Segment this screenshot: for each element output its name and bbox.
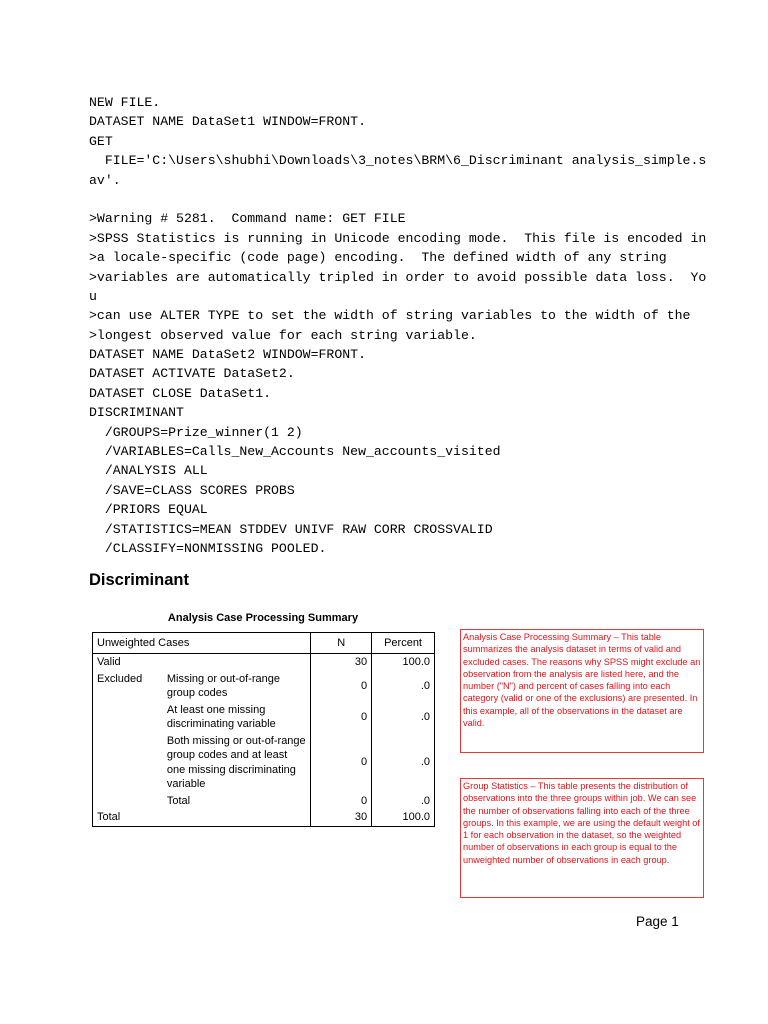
syntax-line: DATASET ACTIVATE DataSet2. [89,366,295,382]
row-sublabel: Total [166,794,191,807]
row-label: Excluded [97,672,143,685]
syntax-line: >can use ALTER TYPE to set the width of string variables to the width of the [89,308,691,324]
syntax-line: /PRIORS EQUAL [89,502,208,518]
syntax-line: FILE='C:\Users\shubhi\Downloads\3_notes\BRM\6_Discriminant analysis_simple.s [89,153,707,169]
row-sublabel [163,809,311,826]
syntax-line: DATASET NAME DataSet1 WINDOW=FRONT. [89,114,366,130]
row-percent: .0 [372,733,435,793]
syntax-line: NEW FILE. [89,95,161,110]
header-percent: Percent [372,633,435,654]
table-row [93,671,435,702]
row-sublabel [163,654,311,671]
syntax-line: DATASET CLOSE DataSet1. [89,385,272,401]
table-row [93,654,435,671]
row-percent: 100.0 [372,654,435,671]
row-sublabel: Missing or out-of-range group codes [166,672,280,699]
syntax-line: /STATISTICS=MEAN STDDEV UNIVF RAW CORR CROSSVALID [89,521,493,537]
syntax-line: >SPSS Statistics is running in Unicode encoding mode. This file is encoded in [89,230,707,246]
syntax-line: /GROUPS=Prize_winner(1 2) [89,424,303,440]
row-percent: .0 [372,671,435,702]
row-percent: 100.0 [372,809,435,826]
page-number: Page 1 [636,914,679,929]
syntax-line: >longest observed value for each string variable. [89,327,477,343]
syntax-line: DATASET NAME DataSet2 WINDOW=FRONT. [89,347,366,363]
annotation-group-statistics: Group Statistics – This table presents the distribution of observations into the three groups within job. We can see the number of observations falling into each of the three groups. In this example, we are using the default weight of 1 for each observation in the dataset, so the weighted number of observations in each group is equal to the unweighted number of observations in each group. [460,778,704,898]
syntax-line: >variables are automatically tripled in order to avoid possible data loss. Yo [89,269,707,285]
syntax-line: GET [89,133,113,149]
section-heading: Discriminant [89,571,189,589]
table-header-row [93,633,435,654]
row-n: 0 [311,702,372,733]
header-unweighted-cases: Unweighted Cases [93,633,311,654]
syntax-line: u [89,288,97,304]
row-n: 0 [311,671,372,702]
row-sublabel: Both missing or out-of-range group codes and at least one missing discriminating variable [166,734,306,790]
syntax-line: DISCRIMINANT [89,405,184,421]
row-n: 30 [311,654,372,671]
annotation-case-processing: Analysis Case Processing Summary – This table summarizes the analysis dataset in terms of valid and excluded cases. The reasons why SPSS might exclude an observation from the analysis are listed here, and the number ("N") and percent of cases falling into each category (valid or one of the exclusions) are presented. In this example, all of the observations in the dataset are valid. [460,629,704,753]
syntax-line: /ANALYSIS ALL [89,463,208,479]
row-label: Total [97,811,121,823]
case-processing-table [92,632,435,827]
row-n: 0 [311,793,372,810]
syntax-log [89,93,706,558]
row-percent: .0 [372,793,435,810]
row-percent: .0 [372,702,435,733]
syntax-line: /CLASSIFY=NONMISSING POOLED. [89,540,327,556]
syntax-line: >a locale-specific (code page) encoding. The defined width of any string [89,250,667,266]
row-n: 0 [311,733,372,793]
table-row [93,809,435,826]
header-n: N [311,633,372,654]
syntax-line [89,190,706,209]
syntax-line: av'. [89,172,121,188]
row-sublabel: At least one missing discriminating variable [166,703,276,730]
table-title: Analysis Case Processing Summary [167,612,359,624]
syntax-line: >Warning # 5281. Command name: GET FILE [89,211,406,227]
row-label: Valid [97,656,121,668]
syntax-line: /SAVE=CLASS SCORES PROBS [89,482,295,498]
syntax-line: /VARIABLES=Calls_New_Accounts New_accounts_visited [89,444,501,460]
row-n: 30 [311,809,372,826]
